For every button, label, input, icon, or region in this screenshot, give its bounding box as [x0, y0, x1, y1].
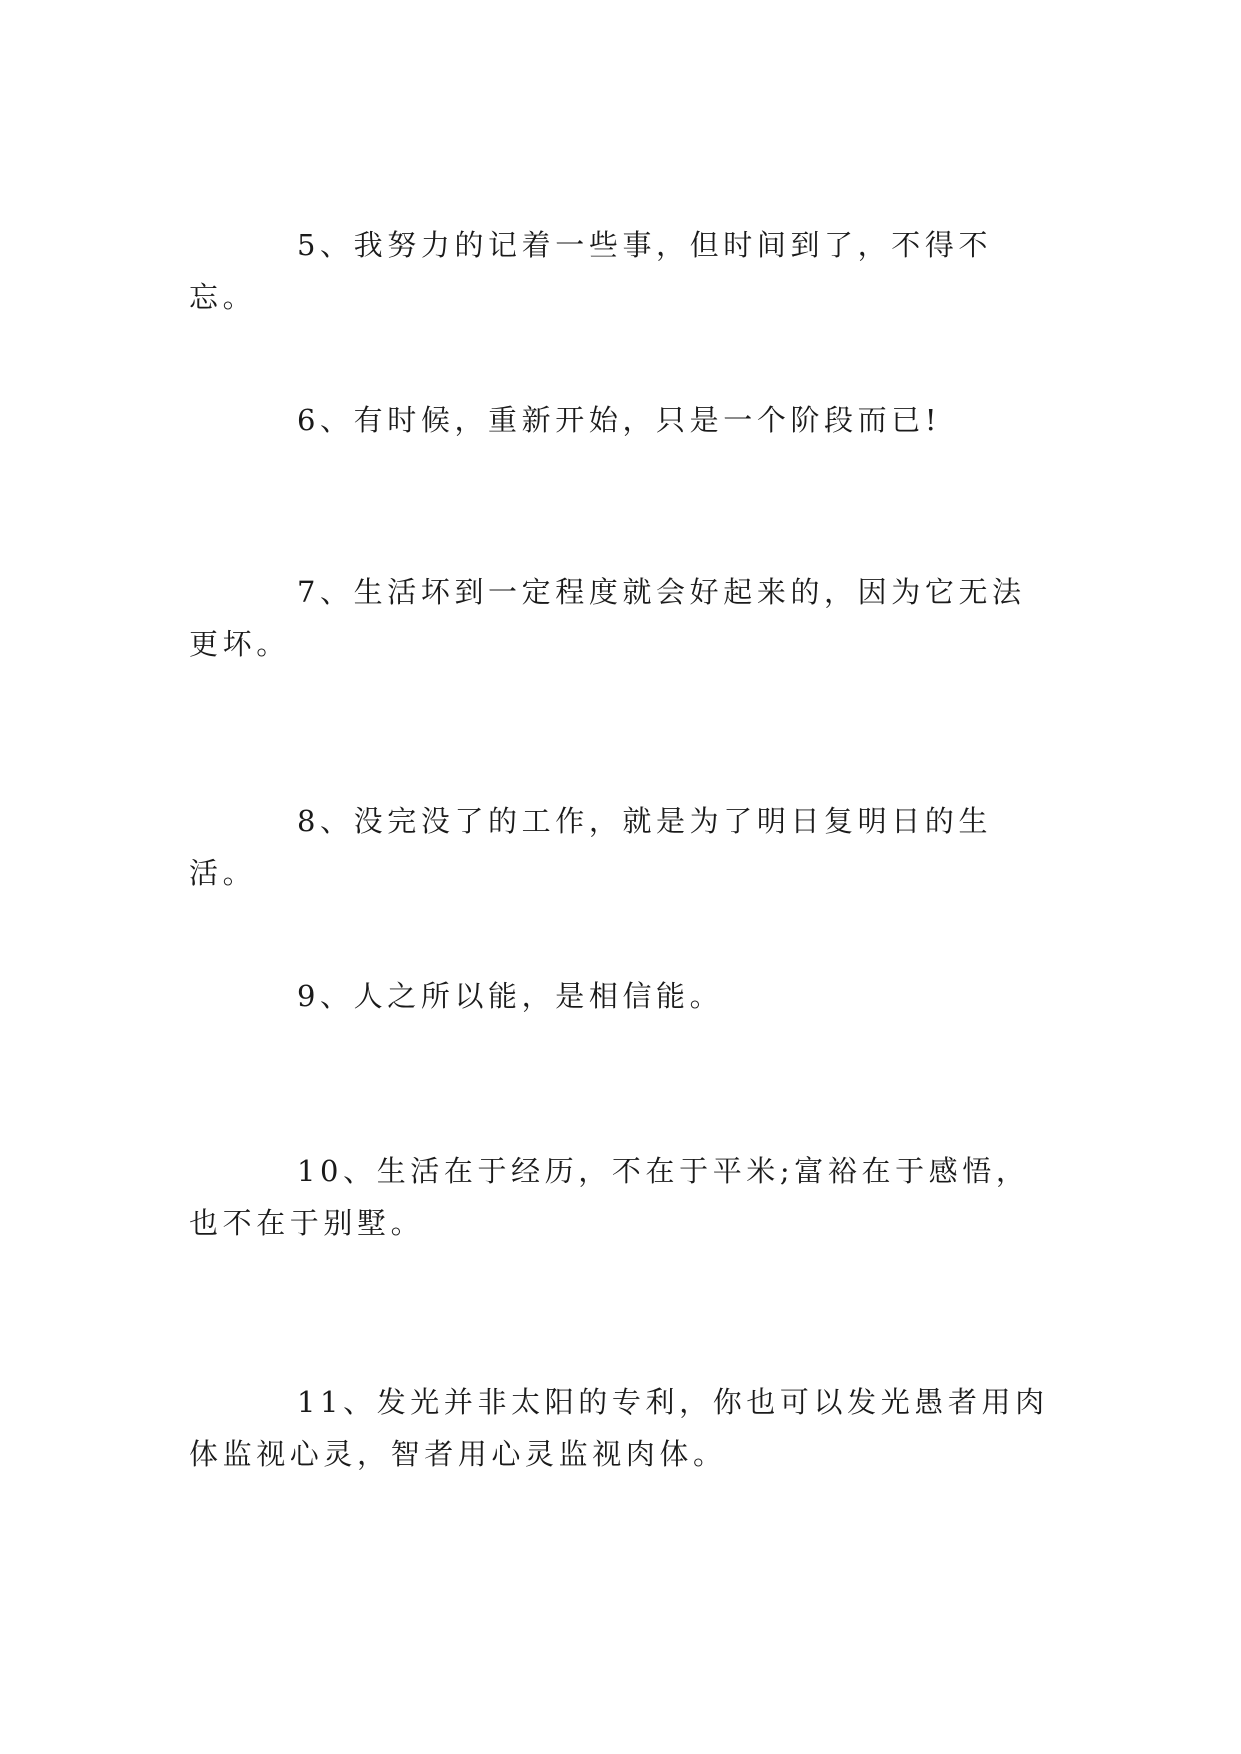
- quote-paragraph-11: 11、发光并非太阳的专利，你也可以发光愚者用肉体监视心灵，智者用心灵监视肉体。: [189, 1385, 1049, 1471]
- quote-paragraph-7: 7、生活坏到一定程度就会好起来的，因为它无法更坏。: [189, 575, 1026, 661]
- quote-paragraph-10: 10、生活在于经历，不在于平米;富裕在于感悟，也不在于别墅。: [189, 1154, 1030, 1240]
- quote-paragraph-5: 5、我努力的记着一些事，但时间到了，不得不忘。: [189, 228, 993, 314]
- quote-paragraph-8: 8、没完没了的工作，就是为了明日复明日的生活。: [189, 804, 993, 890]
- quote-paragraph-6: 6、有时候，重新开始，只是一个阶段而已!: [297, 403, 942, 437]
- quote-paragraph-9: 9、人之所以能，是相信能。: [297, 979, 724, 1013]
